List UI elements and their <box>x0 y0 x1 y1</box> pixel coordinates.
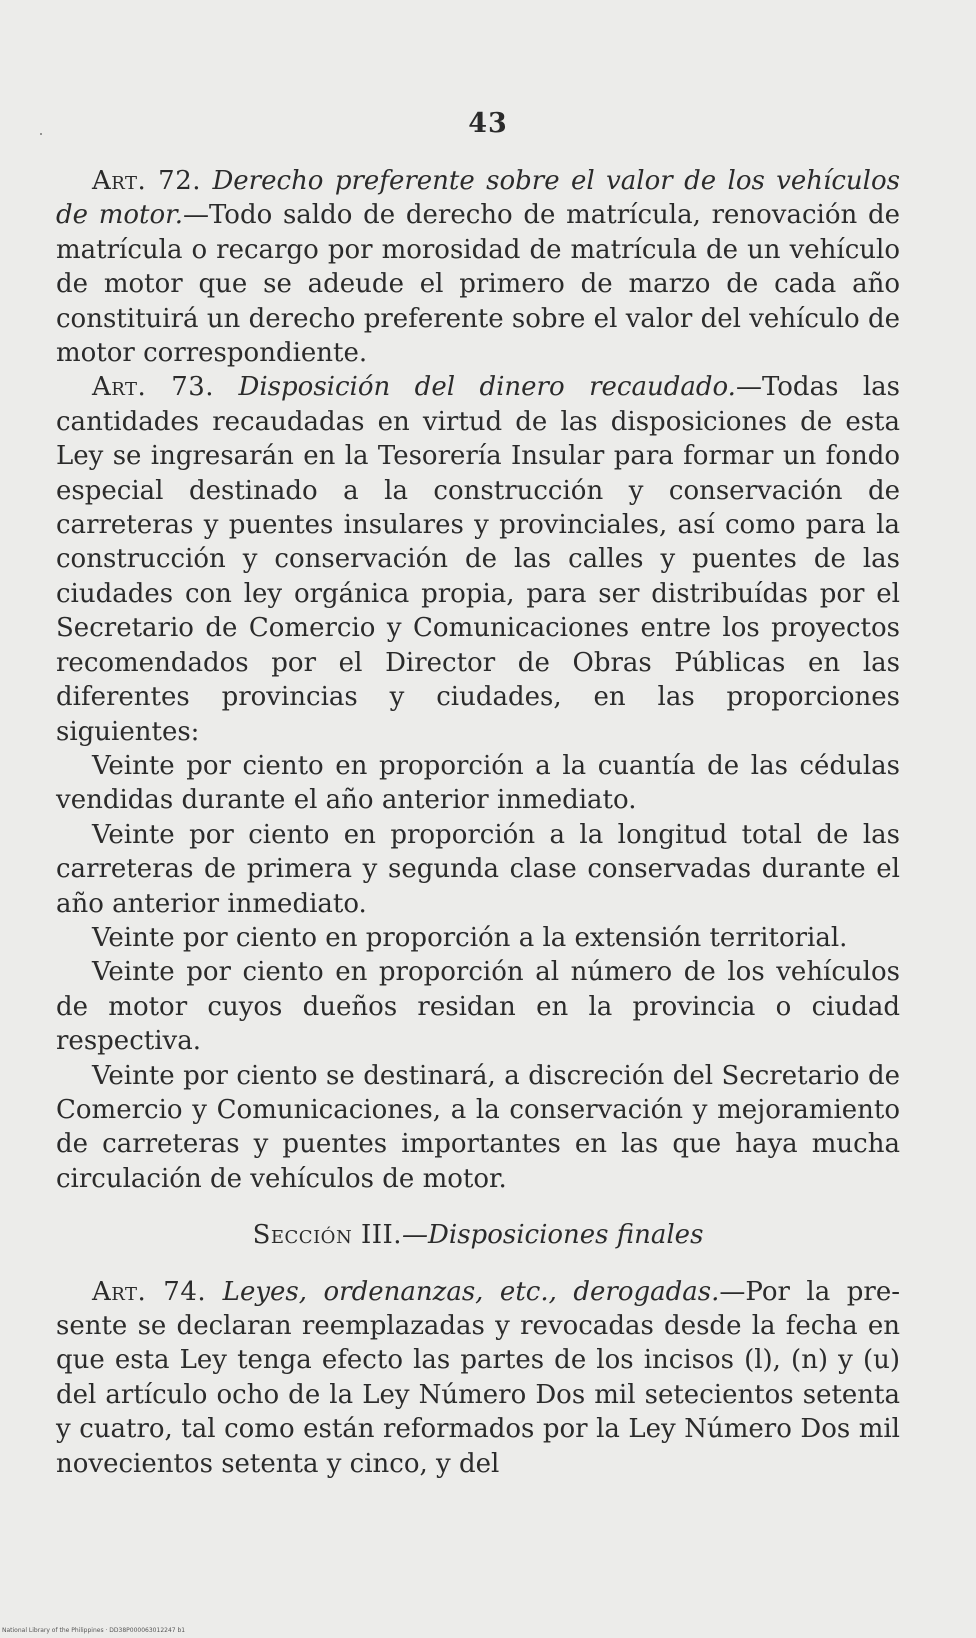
article-72-text: —Todo saldo de derecho de matrícula, renovación de matrícula o recargo por morosidad de matrícula de un vehículo de motor que se adeude el primero de marzo de cada año constituirá un derecho preferente sobre el valor del vehículo de motor correspondiente. <box>56 200 900 369</box>
article-74-text: —Por la presente se declaran reemplazadas y revocadas desde la fecha en que esta Ley tenga efecto las partes de los incisos (l), (n) y (u) del artículo ocho de la Ley Número Dos mil setecientos setenta y cuatro, tal como están reformados por la Ley Número Dos mil novecientos setenta y cinco, y del <box>56 1276 901 1479</box>
article-73-item: Veinte por ciento en proporción a la longitud total de las carreteras de primera y segunda clase conservadas durante el año anterior inmediato. <box>56 819 900 919</box>
section-label: Sección III. <box>252 1220 403 1251</box>
section-title: —Disposiciones finales <box>402 1220 704 1251</box>
article-72-title: Derecho preferente sobre el valor de los vehículos de motor. <box>56 166 900 231</box>
body-text <box>56 164 900 1481</box>
article-74-label: Art. 74. <box>92 1276 207 1307</box>
article-73-text: —Todas las cantidades recaudadas en virtud de las disposiciones de esta Ley se ingresarán en la Tesorería Insular para formar un fondo especial destinado a la construcción y conservación de carreteras y puentes insulares y provinciales, así como para la construcción y conservación de las calles y puentes de las ciudades con ley orgánica propia, para ser distribuídas por el Secretario de Comercio y Comunicaciones entre los proyectos recomendados por el Director de Obras Públicas en las diferentes provincias y ciudades, en las proporciones siguientes: <box>56 372 901 747</box>
article-72 <box>56 164 900 370</box>
article-72-label: Art. 72. <box>92 166 202 196</box>
article-74 <box>56 1275 900 1481</box>
article-73-item: Veinte por ciento en proporción a la cuantía de las cédulas vendidas durante el año anterior inmediato. <box>56 750 900 816</box>
article-73-item: Veinte por ciento se destinará, a discreción del Secretario de Comercio y Comunicaciones, a la conservación y mejoramiento de carreteras y puentes importantes en las que haya mucha circulación de vehículos de motor. <box>56 1060 900 1194</box>
article-73-item: Veinte por ciento en proporción al número de los vehículos de motor cuyos dueños residan en la provincia o ciudad respectiva. <box>56 957 900 1057</box>
article-73-title: Disposición del dinero recaudado. <box>238 372 736 403</box>
article-73-item: Veinte por ciento en proporción a la extensión territorial. <box>92 922 848 953</box>
section-heading <box>56 1218 900 1252</box>
scan-footer: National Library of the Philippines · DD38P000063012247 b1 <box>2 1627 186 1634</box>
article-73-label: Art. 73. <box>92 372 215 403</box>
article-74-title: Leyes, ordenanzas, etc., derogadas. <box>222 1276 720 1307</box>
page-number: 43 <box>468 108 508 139</box>
article-73 <box>56 370 900 748</box>
